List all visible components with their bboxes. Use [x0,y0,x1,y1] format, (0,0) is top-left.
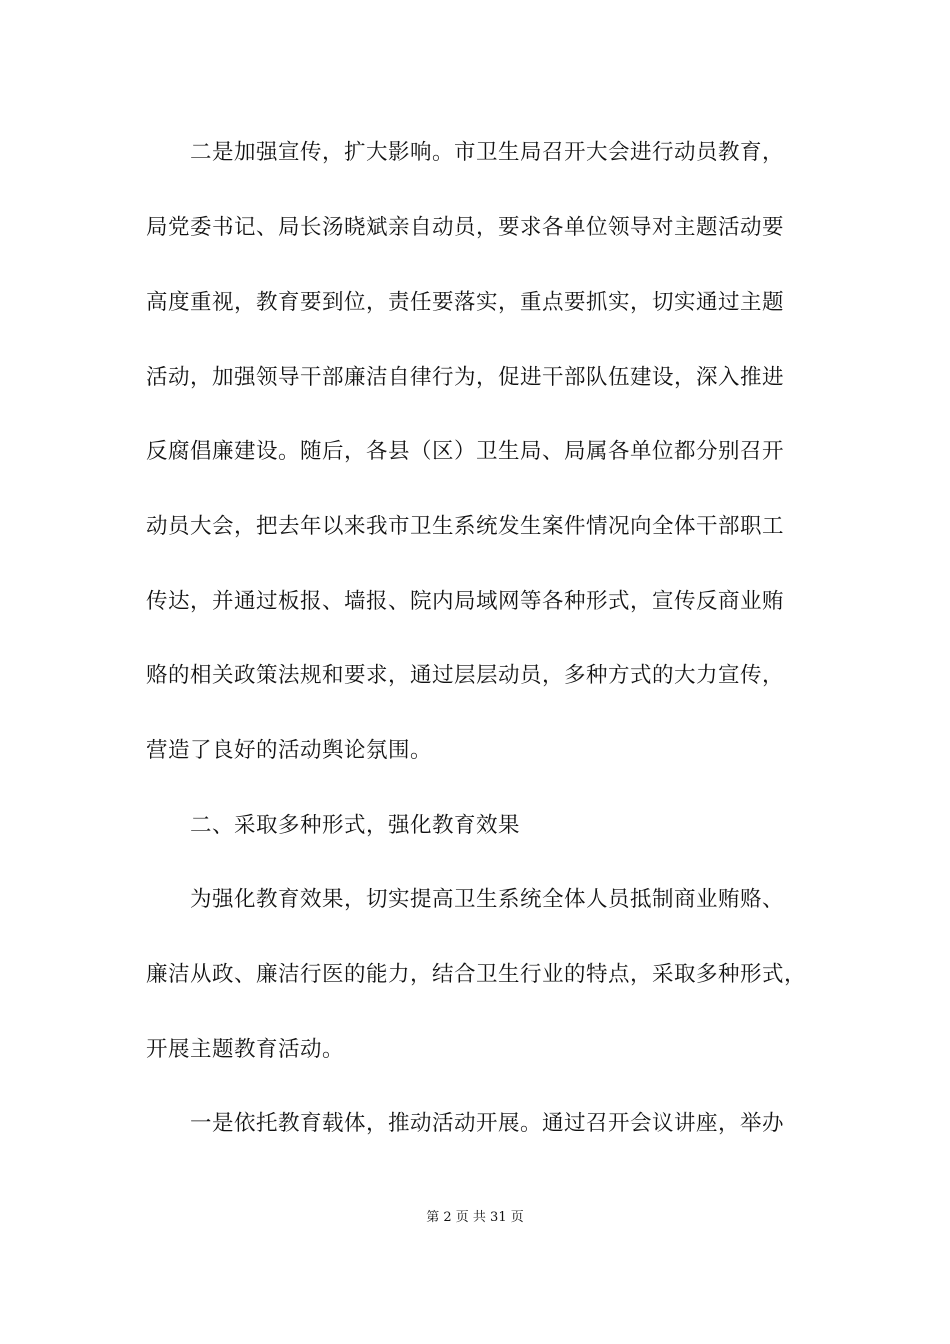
paragraph-line: 开展主题教育活动。 [146,1037,345,1062]
page-number-footer: 第 2 页 共 31 页 [426,1210,524,1225]
paragraph-line: 活动，加强领导干部廉洁自律行为，促进干部队伍建设，深入推进 [146,365,785,390]
paragraph-line: 传达，并通过板报、墙报、院内局域网等各种形式，宣传反商业贿 [146,589,785,614]
paragraph-line: 赂的相关政策法规和要求，通过层层动员，多种方式的大力宣传， [146,663,785,688]
section-heading: 二、采取多种形式，强化教育效果 [190,813,521,838]
paragraph-line: 二是加强宣传，扩大影响。市卫生局召开大会进行动员教育， [190,140,785,165]
paragraph-line: 一是依托教育载体，推动活动开展。通过召开会议讲座，举办 [190,1111,785,1136]
paragraph-line: 为强化教育效果，切实提高卫生系统全体人员抵制商业贿赂、 [190,887,785,912]
paragraph-line: 动员大会，把去年以来我市卫生系统发生案件情况向全体干部职工 [146,514,785,539]
paragraph-line: 局党委书记、局长汤晓斌亲自动员，要求各单位领导对主题活动要 [146,215,785,240]
paragraph-line: 高度重视，教育要到位，责任要落实，重点要抓实，切实通过主题 [146,290,785,315]
paragraph-line: 廉洁从政、廉洁行医的能力，结合卫生行业的特点，采取多种形式， [146,962,807,987]
paragraph-line: 营造了良好的活动舆论氛围。 [146,738,433,763]
paragraph-line: 反腐倡廉建设。随后，各县（区）卫生局、局属各单位都分别召开 [146,439,785,464]
